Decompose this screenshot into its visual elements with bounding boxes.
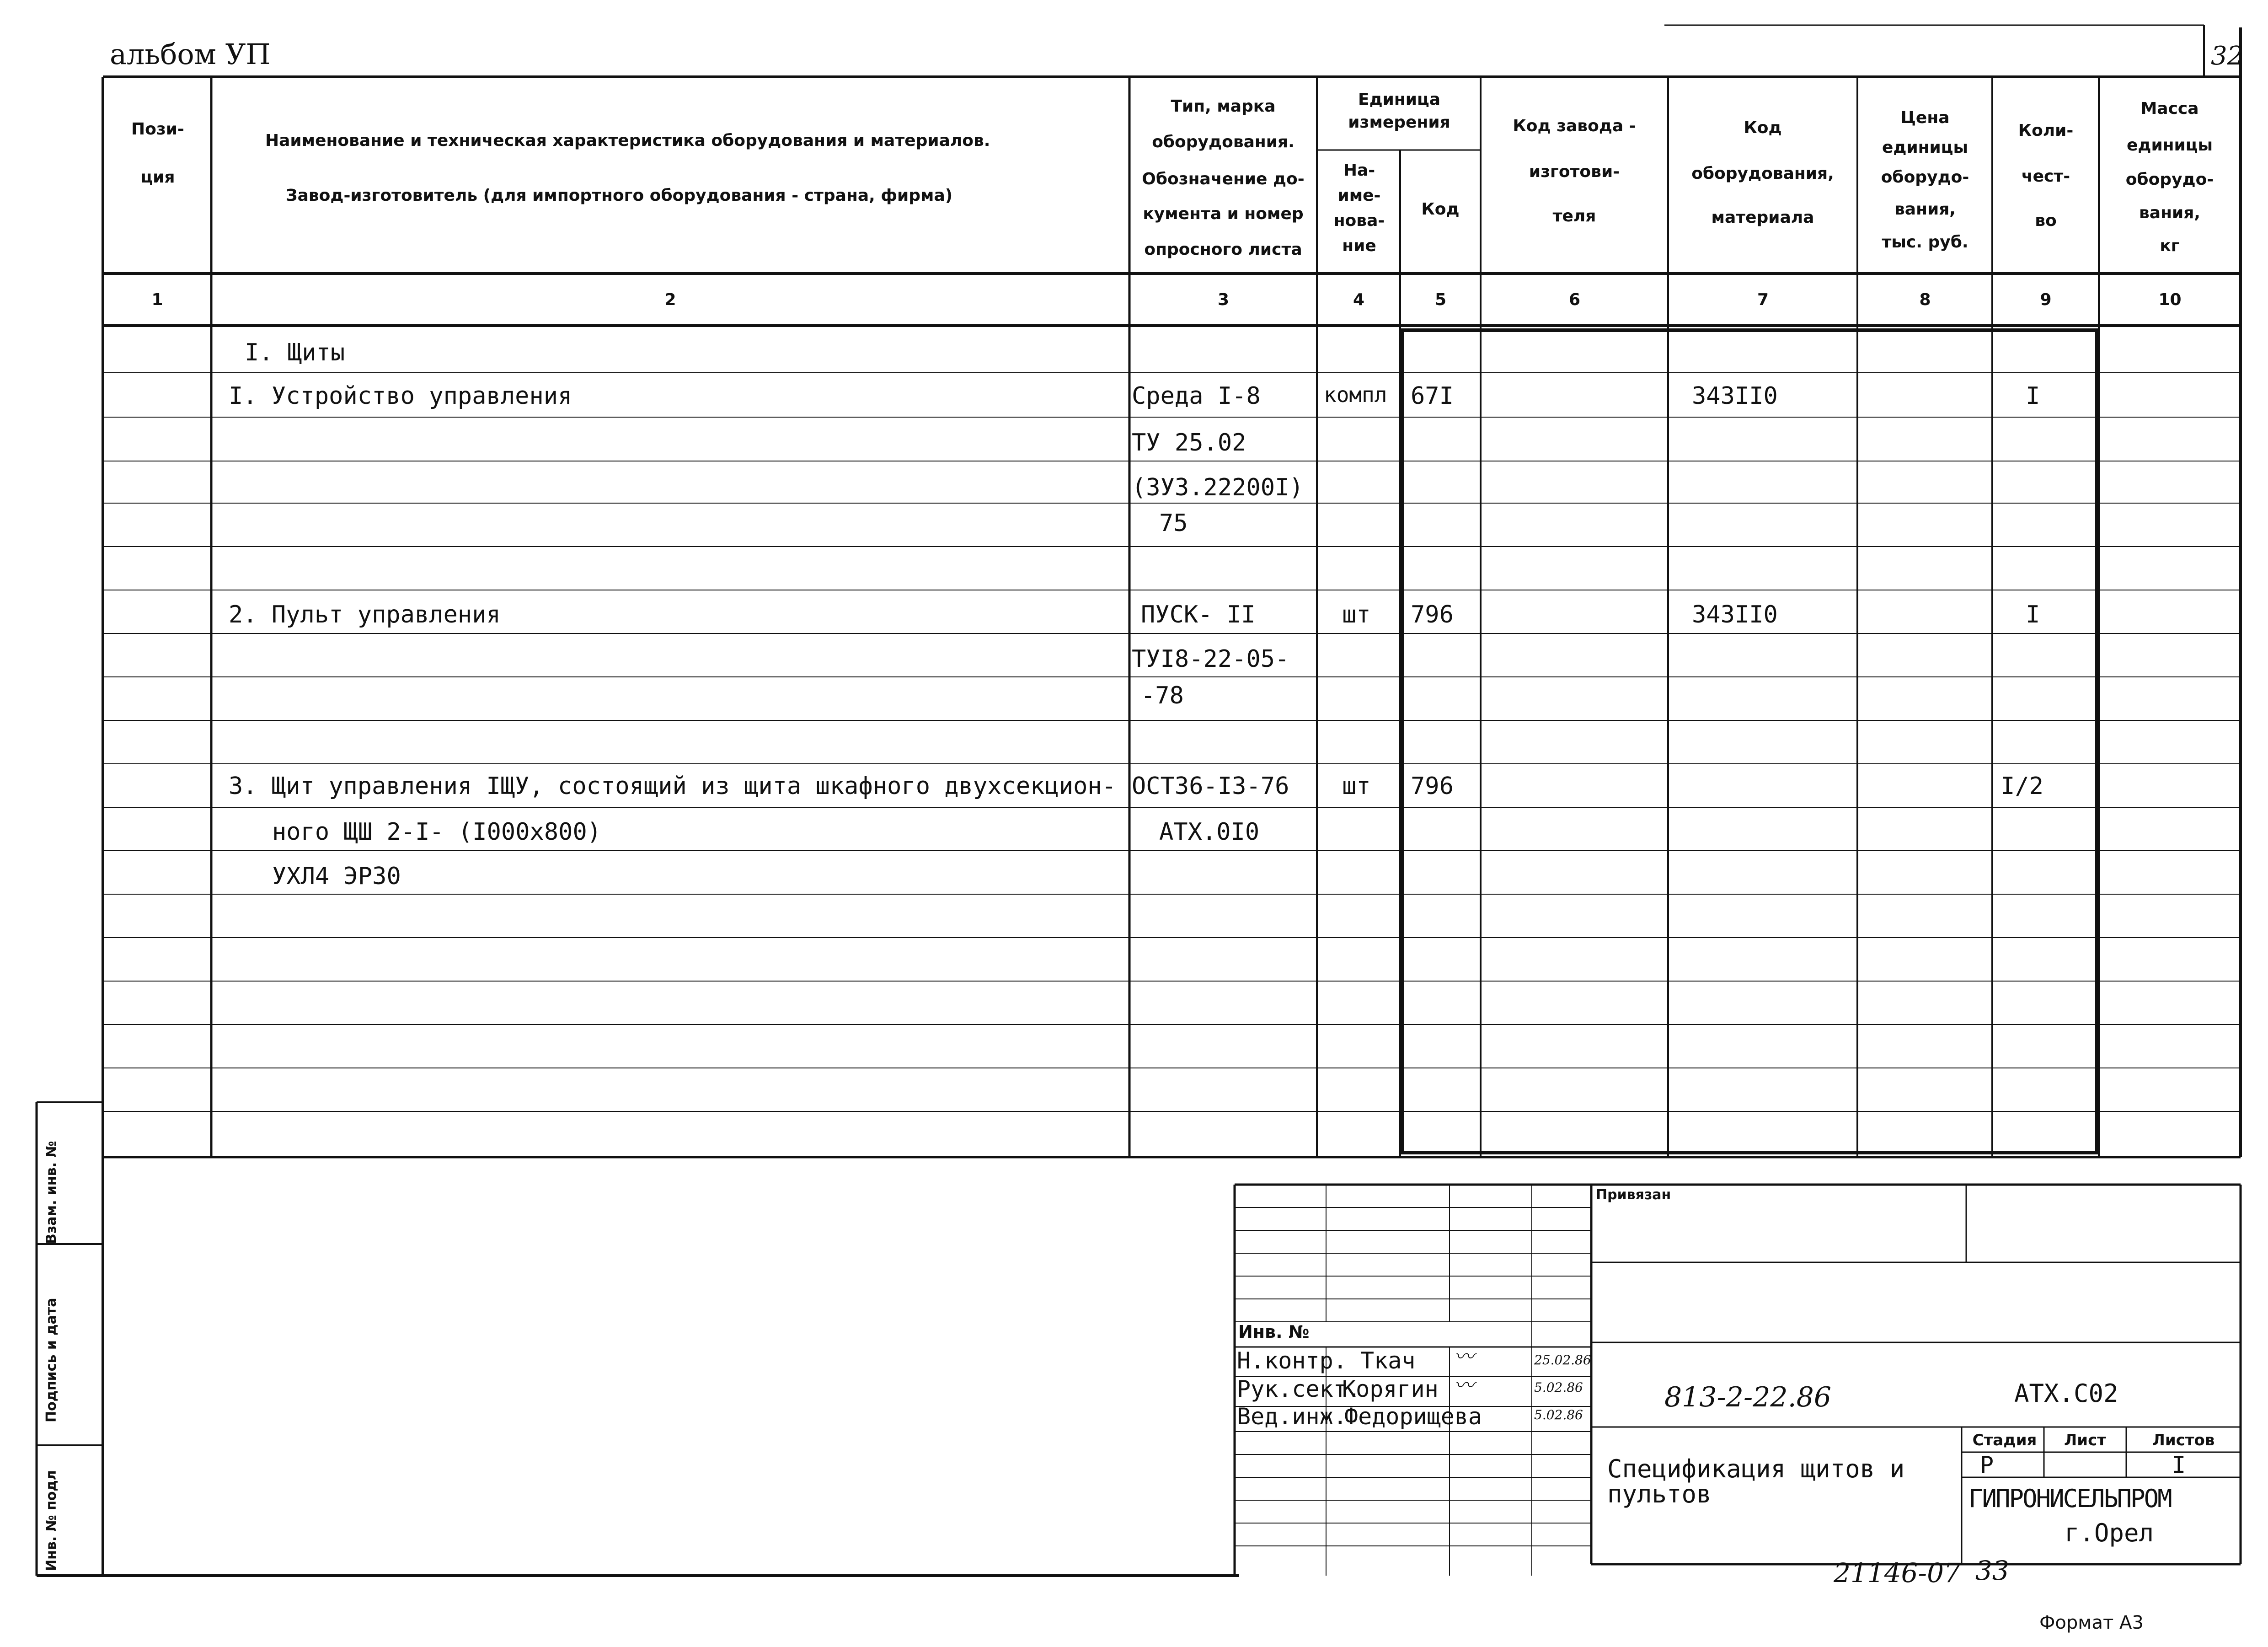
col3-title-line1: Тип, марка [1171,97,1276,116]
col9-title-line2: чест- [2021,167,2070,186]
col9-title-line3: во [2035,211,2057,230]
col4-title-line1: На- [1343,161,1375,180]
stamp-role-1: Н.контр. [1237,1347,1347,1374]
doc-title-line1: Спецификация щитов и [1607,1454,1905,1483]
row1c-type: (ЗУЗ.22200I) [1132,474,1304,501]
row2-unit: шт [1342,601,1371,628]
row1-name: I. Устройство управления [229,382,572,410]
stamp-name-2: Корягин [1342,1376,1439,1402]
col-num-5: 5 [1434,290,1447,309]
signature-2: 〰 [1454,1374,1474,1397]
inv-number-label: Инв. № [1238,1322,1310,1342]
col2-title-line1: Наименование и техническая характеристика оборудования и материалов. [265,131,990,150]
col-num-3: 3 [1217,290,1230,309]
col-num-8: 8 [1919,290,1931,309]
stamp-name-3: Федорищева [1344,1403,1482,1430]
row3-type: ОСТ36-I3-76 [1132,773,1289,800]
row2c-type: -78 [1141,682,1184,709]
row2-qty: I [2026,601,2040,628]
col1-title-line1: Пози- [131,120,184,139]
stage-value: Р [1980,1452,1994,1478]
col10-title-line2: единицы [2126,136,2213,155]
col-num-9: 9 [2040,290,2052,309]
row3c-name: УХЛ4 ЭР30 [272,863,401,890]
col4-title-line3: нова- [1333,211,1385,230]
sheet-label: Лист [2064,1431,2106,1449]
row3-name: 3. Щит управления IЩУ, состоящий из щита шкафного двухсекцион- [229,773,1117,800]
side-label-inv-podl: Инв. № подл [43,1470,59,1571]
format-label: Формат А3 [2039,1612,2144,1633]
row1-type: Среда I-8 [1132,382,1261,410]
col10-title-line5: кг [2160,236,2180,255]
stage-label: Стадия [1972,1431,2037,1449]
col10-title-line3: оборудо- [2125,170,2214,189]
row3b-type: АТХ.0I0 [1159,818,1260,846]
stamp-date-1: 25.02.86 [1534,1352,1591,1368]
side-label-podpis: Подпись и дата [43,1298,59,1422]
col6-title-line2: изготови- [1529,162,1620,181]
footer-number: 21146-07 [1834,1557,1961,1588]
row3b-name: ного ЩШ 2-I- (I000x800) [272,818,602,846]
row3-code: 796 [1411,773,1454,800]
row2-name: 2. Пульт управления [229,601,501,628]
row2-equip-code: 343II0 [1692,601,1778,628]
col8-title-line2: единицы [1882,138,1968,157]
signature-1: 〰 [1454,1345,1474,1368]
col8-title-line1: Цена [1900,108,1950,127]
row3-unit: шт [1342,773,1371,800]
organization: ГИПРОНИСЕЛЬПРОМ [1968,1484,2171,1513]
col7-title-line1: Код [1744,118,1782,137]
album-label: альбом УП [110,38,271,71]
col7-title-line2: оборудования, [1691,164,1834,183]
city: г.Орел [2065,1518,2154,1547]
col3-title-line2: оборудования. [1152,133,1294,151]
col5-title: Код [1421,200,1460,219]
row3-qty: I/2 [2001,773,2043,800]
col10-title-line4: вания, [2139,204,2200,222]
stamp-date-3: 5.02.86 [1534,1407,1583,1422]
col-num-10: 10 [2158,290,2182,309]
col7-title-line3: материала [1711,208,1814,227]
unit-group-title-line2: измерения [1348,113,1450,132]
row1d-type: 75 [1159,510,1188,537]
sheets-value: I [2172,1452,2186,1478]
col3-title-line4: кумента и номер [1143,204,1304,223]
col-num-7: 7 [1757,290,1769,309]
col6-title-line1: Код завода - [1513,117,1636,135]
section-title: I. Щиты [245,339,345,366]
stamp-date-2: 5.02.86 [1534,1380,1583,1395]
col1-title-line2: ция [140,168,175,187]
col-num-4: 4 [1353,290,1365,309]
doc-number: 813-2-22.86 [1664,1381,1832,1413]
unit-group-title-line1: Единица [1358,90,1440,109]
row1-code: 67I [1411,382,1454,410]
col2-title-line2: Завод-изготовитель (для импортного оборудования - страна, фирма) [286,186,953,205]
col-num-6: 6 [1568,290,1581,309]
sheet-number: 32 [2211,41,2244,71]
row2-type: ПУСК- II [1141,601,1256,628]
row2b-type: ТУI8-22-05- [1132,645,1289,673]
privyazan-label: Привязан [1596,1187,1671,1203]
col4-title-line4: ние [1342,236,1376,255]
col10-title-line1: Масса [2140,99,2199,118]
sheets-label: Листов [2152,1431,2215,1449]
row1-unit: компл [1324,382,1387,407]
row1-qty: I [2026,382,2040,410]
col8-title-line5: тыс. руб. [1882,233,1968,252]
col3-title-line3: Обозначение до- [1142,170,1305,188]
doc-code: АТХ.С02 [2014,1379,2118,1408]
row1b-type: ТУ 25.02 [1132,429,1246,456]
side-label-vzam: Взам. инв. № [43,1141,59,1244]
doc-title-line2: пультов [1607,1480,1712,1508]
footer-page: 33 [1975,1555,2009,1586]
row2-code: 796 [1411,601,1454,628]
col9-title-line1: Коли- [2018,121,2074,140]
col6-title-line3: теля [1552,207,1596,225]
stamp-role-3: Вед.инж. [1237,1403,1347,1430]
col3-title-line5: опросного листа [1144,240,1302,259]
col8-title-line4: вания, [1894,200,1956,219]
col-num-1: 1 [151,290,163,309]
col4-title-line2: име- [1337,186,1381,205]
row1-equip-code: 343II0 [1692,382,1778,410]
stamp-role-2: Рук.сект. [1237,1376,1361,1402]
col8-title-line3: оборудо- [1881,168,1969,187]
col-num-2: 2 [664,290,676,309]
stamp-name-1: Ткач [1360,1347,1416,1374]
